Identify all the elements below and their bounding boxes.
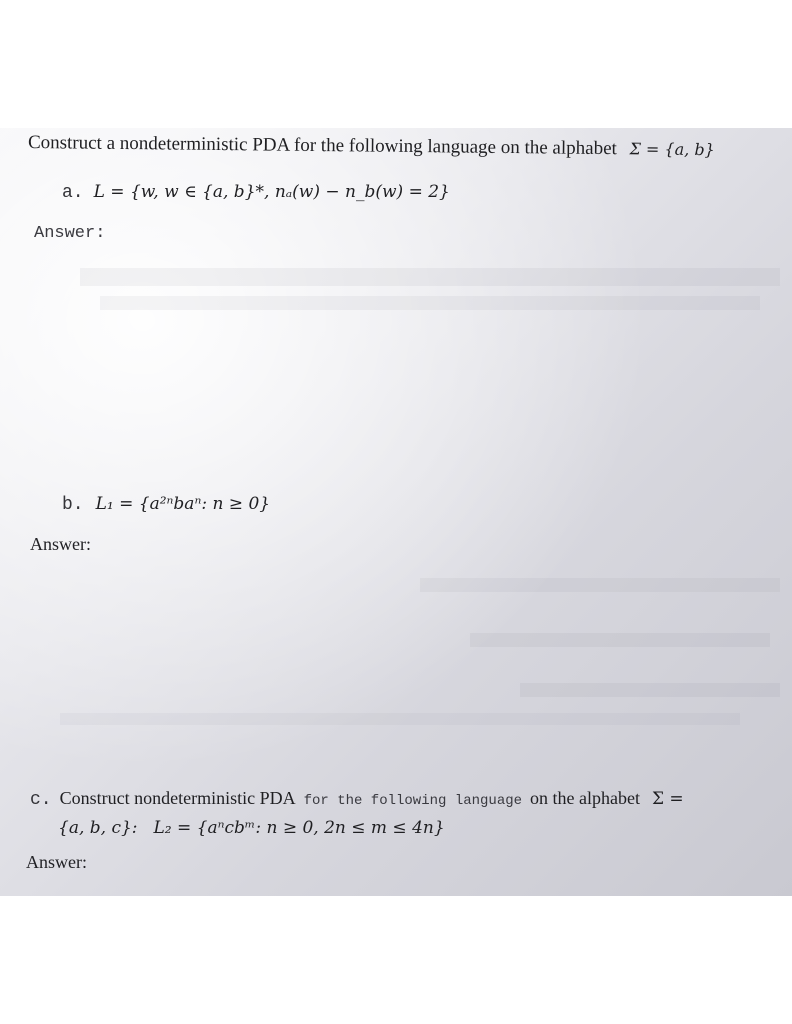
part-c-line-1 (30, 788, 684, 810)
question-heading (28, 132, 715, 161)
document-photo (0, 128, 792, 896)
bleed-through-mark (100, 296, 760, 310)
part-c-text-mono: for the following language (303, 793, 523, 809)
bleed-through-mark (80, 268, 780, 286)
part-c-alphabet-1: Σ = (652, 789, 684, 809)
part-b (62, 494, 270, 515)
bleed-through-mark (470, 633, 770, 647)
part-c-answer-label: Answer: (26, 852, 87, 872)
bleed-through-mark (520, 683, 780, 697)
bleed-through-mark (60, 713, 740, 725)
part-c-text-serif-2: on the alphabet (530, 788, 640, 808)
alphabet-formula: Σ = {a, b} (629, 139, 715, 160)
part-a-formula: L = {w, w ∈ {a, b}*, nₐ(w) − n_b(w) = 2} (93, 182, 450, 202)
part-a (62, 182, 450, 203)
part-b-answer-label: Answer: (30, 534, 91, 554)
part-c-alphabet-2: {a, b, c}: (58, 818, 138, 838)
part-a-label: a. (62, 183, 84, 203)
heading-text: Construct a nondeterministic PDA for the following language on the alphabet (27, 132, 617, 160)
part-c-formula: L₂ = {aⁿcbᵐ: n ≥ 0, 2n ≤ m ≤ 4n} (153, 818, 445, 838)
part-b-label: b. (62, 495, 84, 515)
part-b-formula: L₁ = {a²ⁿbaⁿ: n ≥ 0} (95, 494, 271, 514)
bleed-through-mark (420, 578, 780, 592)
part-c-text-serif-1: Construct nondeterministic PDA (59, 788, 296, 808)
part-c-line-2 (58, 818, 445, 838)
part-a-answer-label: Answer: (34, 224, 106, 243)
part-c-label: c. (30, 790, 52, 810)
